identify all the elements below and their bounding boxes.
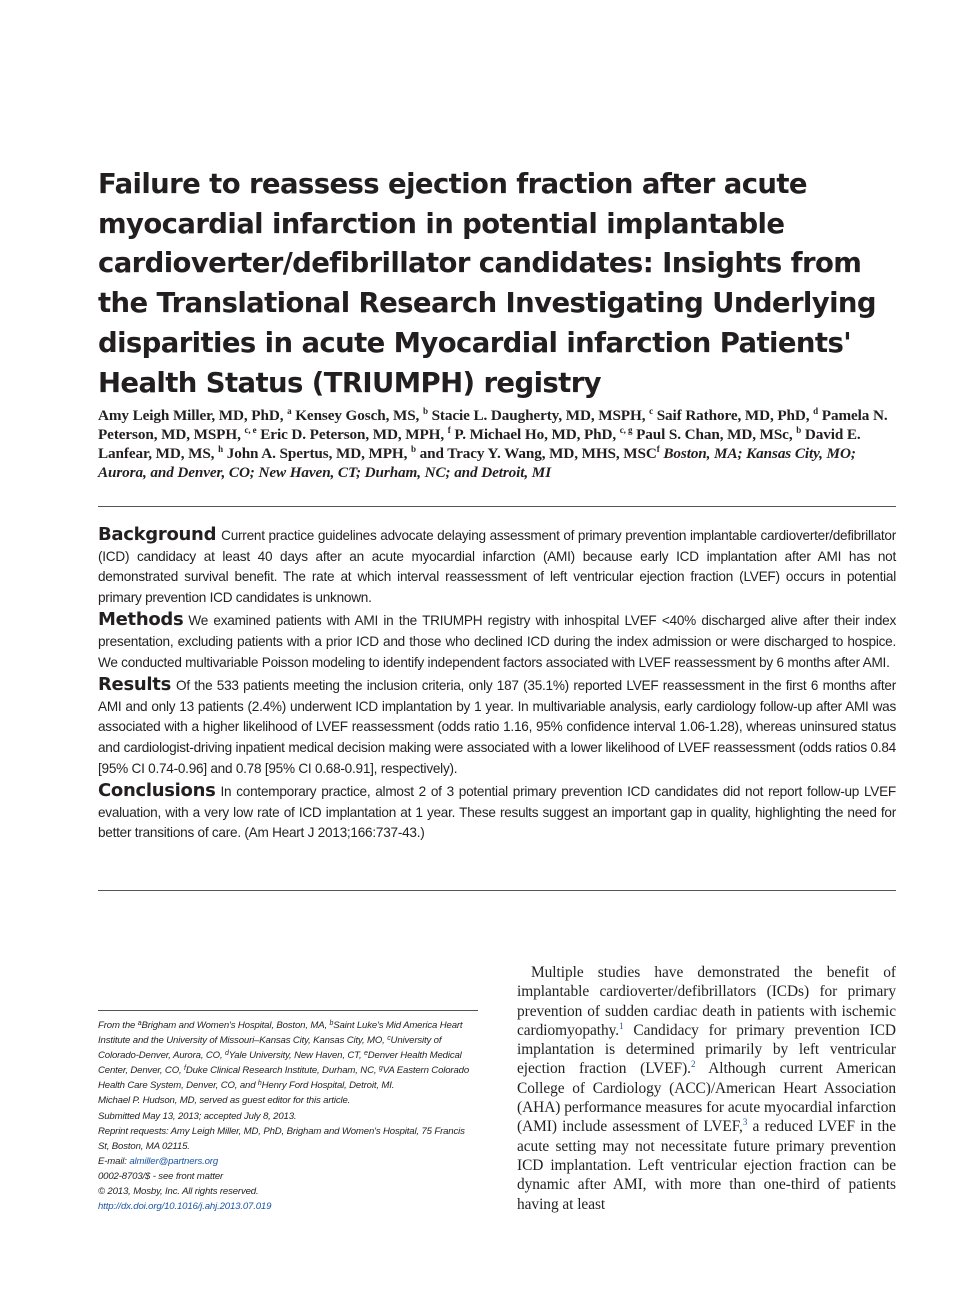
affiliation-marker: d xyxy=(813,406,819,416)
email-link[interactable]: almiller@partners.org xyxy=(129,1155,219,1167)
author-name: P. Michael Ho, MD, PhD, xyxy=(454,426,617,443)
section-heading: Methods xyxy=(98,609,184,631)
section-heading: Conclusions xyxy=(98,779,216,801)
affiliation-marker: b xyxy=(422,406,428,416)
affiliation-marker: g xyxy=(378,1065,383,1073)
author-name: and Tracy Y. Wang, MD, MHS, MSC xyxy=(419,445,657,462)
affiliation-marker: a xyxy=(137,1020,142,1027)
doi-link[interactable]: http://dx.doi.org/10.1016/j.ahj.2013.07.019 xyxy=(98,1201,272,1213)
section-text: We examined patients with AMI in the TRIUMPH registry with inhospital LVEF <40% discharged alive after their index presentation, excluding patients with a prior ICD and those who declined ICD during the index admission or were discharged to hospice. We conducted multivariable Poisson modeling to identify independent factors associated with LVEF reassessment by 6 months after AMI. xyxy=(98,613,896,670)
affiliation-marker: h xyxy=(218,444,223,454)
affiliation-text: Duke Clinical Research Institute, Durham, NC, xyxy=(185,1065,377,1077)
affiliations-note xyxy=(98,1018,478,1093)
affiliation-marker: b xyxy=(796,425,802,435)
author-name: John A. Spertus, MD, MPH, xyxy=(226,445,408,462)
copyright-line: © 2013, Mosby, Inc. All rights reserved. xyxy=(98,1186,259,1198)
section-text: Of the 533 patients meeting the inclusion criteria, only 187 (35.1%) reported LVEF reassessment in the first 6 months after AMI and only 13 patients (2.4%) underwent ICD implantation by 1 year. In multivariable analysis, early cardiology follow-up after AMI was associated with a higher likelihood of LVEF reassessment (odds ratio 1.16, 95% confidence interval 1.06-1.28), whereas uninsured status and cardiologist-driving inpatient medical decision making were associated with a lower likelihood of LVEF reassessment (odds ratios 0.84 [95% CI 0.74-0.96] and 0.78 [95% CI 0.68-0.91], respectively). xyxy=(98,677,896,776)
author-name: Stacie L. Daugherty, MD, MSPH, xyxy=(431,407,646,424)
reprint-requests: Reprint requests: Amy Leigh Miller, MD, PhD, Brigham and Women's Hospital, 75 Francis St, Boston, MA 02115. xyxy=(98,1125,465,1152)
intro-text: Multiple studies have demonstrated the benefit of implantable cardioverter/defibrillators (ICDs) for primary prevention of sudden cardiac death in patients with ischemic cardiomyopathy. xyxy=(517,964,896,1039)
submission-dates: Submitted May 13, 2013; accepted July 8, 2013. xyxy=(98,1110,297,1122)
reference-link[interactable]: 2 xyxy=(690,1059,696,1070)
affiliation-marker: a xyxy=(287,406,292,416)
section-text: In contemporary practice, almost 2 of 3 potential primary prevention ICD candidates did not report follow-up LVEF evaluation, with a very low rate of ICD implantation at 1 year. These results suggest an important gap in quality, highlighting the need for better transitions of care. (Am Heart J 2013;166:737-43.) xyxy=(98,783,896,841)
author-name: Pamela N. Peterson, MD, MSPH, xyxy=(98,407,888,443)
author-list xyxy=(98,406,898,482)
from-prefix: From the xyxy=(98,1020,136,1031)
affiliation-text: VA Eastern Colorado Health Care System, Denver, CO, and xyxy=(98,1065,470,1092)
affiliation-marker: d xyxy=(225,1050,229,1058)
footnotes xyxy=(98,1018,478,1214)
abstract-results xyxy=(98,675,896,780)
reference-link[interactable]: 1 xyxy=(619,1020,624,1031)
intro-text: Candidacy for primary prevention ICD implantation is determined primarily by left ventricular ejection fraction (LVEF). xyxy=(517,1021,896,1078)
abstract-bottom-rule xyxy=(98,890,896,891)
affiliation-marker: f xyxy=(656,444,660,454)
affiliation-marker: c xyxy=(387,1035,391,1043)
email-label: E-mail: xyxy=(98,1155,127,1167)
intro-text: a reduced LVEF in the acute setting may not necessitate future primary prevention ICD implantation. Left ventricular ejection fraction can be dynamic after AMI, with more than one-third of patients having at least xyxy=(517,1118,897,1213)
section-text: Current practice guidelines advocate delaying assessment of primary prevention implantable cardioverter/defibrillator (ICD) candidacy at least 40 days after an acute myocardial infarction (AMI) because early ICD implantation after AMI has not demonstrated survival benefit. The rate at which interval reassessment of left ventricular ejection fraction (LVEF) occurs in potential primary prevention ICD candidates is unknown. xyxy=(98,528,896,606)
section-heading: Background xyxy=(98,524,217,545)
intro-paragraph xyxy=(517,963,896,1214)
affiliation-marker: h xyxy=(257,1080,262,1088)
article-title: Failure to reassess ejection fraction after acute myocardial infarction in potential implantable cardioverter/defibrillator candidates: Insights from the Translational Research Investigating Underlying disparities in acute Myocardial infarction Patients' Health Status (TRIUMPH) registry xyxy=(98,168,876,399)
affiliation-marker: e xyxy=(364,1050,368,1058)
affiliation-marker: c, e xyxy=(244,425,257,435)
abstract-methods xyxy=(98,610,896,673)
guest-editor-note: Michael P. Hudson, MD, served as guest editor for this article. xyxy=(98,1095,351,1107)
affiliation-marker: c, g xyxy=(619,425,633,435)
section-heading: Results xyxy=(98,673,171,695)
email-line xyxy=(98,1154,478,1169)
abstract-top-rule xyxy=(98,506,896,507)
author-name: Kensey Gosch, MS, xyxy=(295,407,420,424)
abstract xyxy=(98,525,896,846)
affiliation-text: Saint Luke's Mid America Heart Institute and the University of Missouri–Kansas City, Kansas City, MO, xyxy=(98,1020,463,1047)
author-name: Paul S. Chan, MD, MSc, xyxy=(636,426,793,443)
author-name: Saif Rathore, MD, PhD, xyxy=(656,407,810,424)
affiliation-marker: b xyxy=(329,1020,334,1027)
affiliation-text: Brigham and Women's Hospital, Boston, MA, xyxy=(141,1020,327,1031)
author-name: Amy Leigh Miller, MD, PhD, xyxy=(98,407,284,424)
affiliation-marker: f xyxy=(447,425,451,435)
abstract-background xyxy=(98,525,896,609)
affiliation-marker: f xyxy=(184,1065,186,1073)
affiliation-text: Yale University, New Haven, CT, xyxy=(228,1050,362,1062)
reference-link[interactable]: 3 xyxy=(742,1117,748,1128)
author-name: David E. Lanfear, MD, MS, xyxy=(98,426,861,462)
footnote-rule xyxy=(98,1010,478,1011)
affiliation-marker: b xyxy=(411,444,416,454)
author-name: Eric D. Peterson, MD, MPH, xyxy=(260,426,445,443)
affiliation-text: Henry Ford Hospital, Detroit, MI. xyxy=(261,1080,395,1092)
intro-text: Although current American College of Cardiology (ACC)/American Heart Association (AHA) performance measures for acute myocardial infarction (AMI) include assessment of LVEF, xyxy=(517,1060,896,1136)
affiliation-text: University of Colorado-Denver, Aurora, CO, xyxy=(98,1035,442,1062)
author-locations: Boston, MA; Kansas City, MO; Aurora, and Denver, CO; New Haven, CT; Durham, NC; and Detroit, MI xyxy=(98,445,856,481)
affiliation-text: Denver Health Medical Center, Denver, CO, xyxy=(98,1050,462,1077)
abstract-conclusions xyxy=(98,781,896,844)
issn-line: 0002-8703/$ - see front matter xyxy=(98,1170,224,1182)
affiliation-marker: c xyxy=(649,406,653,416)
